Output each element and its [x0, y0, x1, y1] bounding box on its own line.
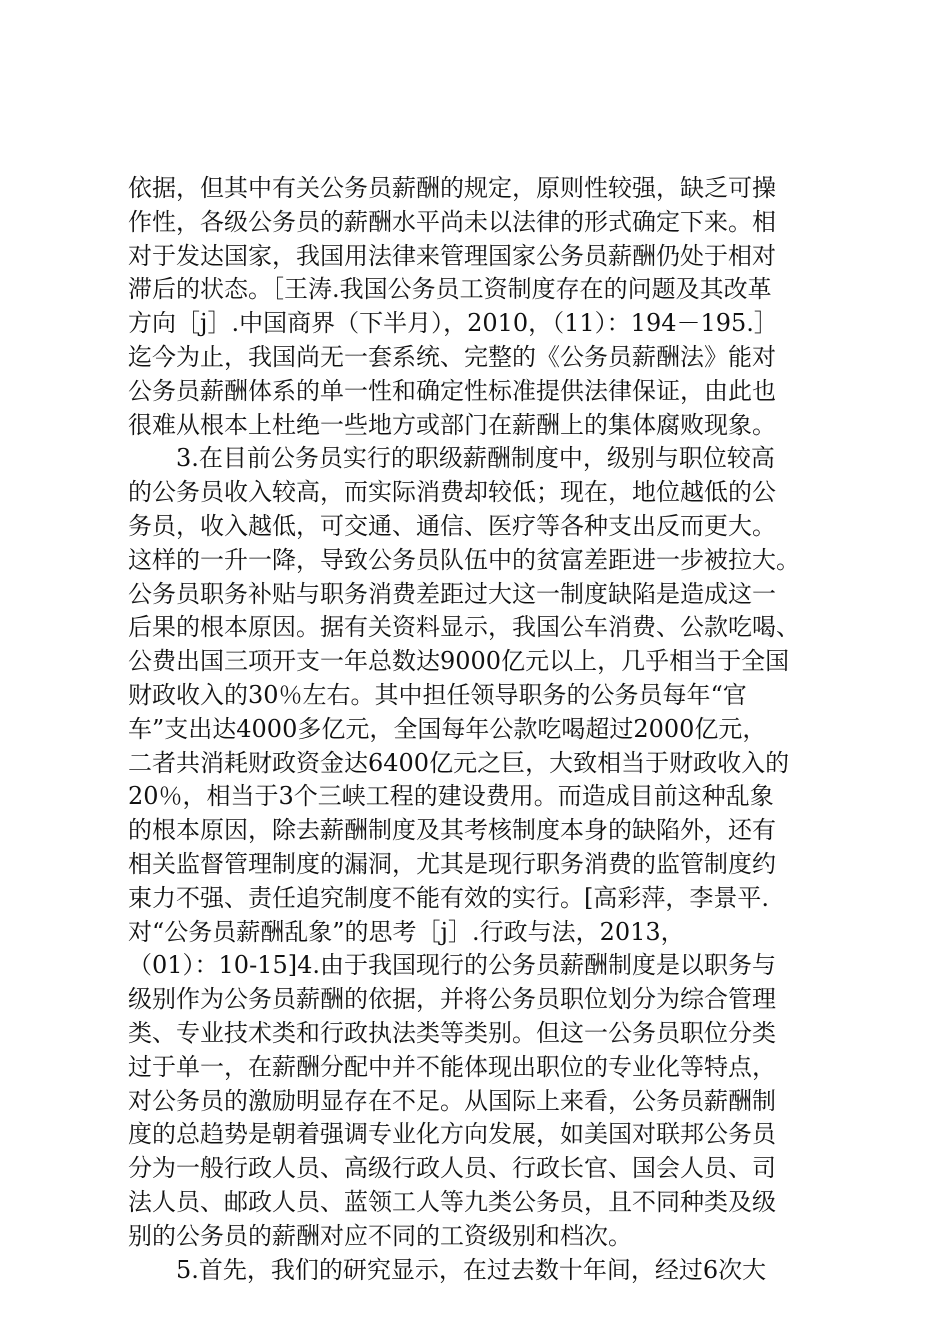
text-line: 相关监督管理制度的漏洞，尤其是现行职务消费的监管制度约 — [128, 849, 776, 878]
text-line: 方向［j］.中国商界（下半月），2010，（11）：194－195.］ — [128, 309, 778, 338]
text-line: 的根本原因，除去薪酬制度及其考核制度本身的缺陷外，还有 — [128, 816, 776, 845]
text-line: 类、专业技术类和行政执法类等类别。但这一公务员职位分类 — [128, 1018, 776, 1047]
text-line: 这样的一升一降，导致公务员队伍中的贫富差距进一步被拉大。 — [128, 545, 800, 574]
text-line: 分为一般行政人员、高级行政人员、行政长官、国会人员、司 — [128, 1154, 776, 1183]
text-line: 别的公务员的薪酬对应不同的工资级别和档次。 — [128, 1221, 632, 1250]
text-line: 3.在目前公务员实行的职级薪酬制度中，级别与职位较高 — [176, 444, 775, 473]
text-line: 过于单一，在薪酬分配中并不能体现出职位的专业化等特点， — [128, 1052, 776, 1081]
text-line: 束力不强、责任追究制度不能有效的实行。[高彩萍，李景平. — [128, 883, 769, 912]
text-line: （01）：10-15]4.由于我国现行的公务员薪酬制度是以职务与 — [128, 951, 776, 980]
text-line: 公务员薪酬体系的单一性和确定性标准提供法律保证，由此也 — [128, 376, 776, 405]
text-line: 公费出国三项开支一年总数达9000亿元以上，几乎相当于全国 — [128, 647, 790, 676]
text-line: 依据，但其中有关公务员薪酬的规定，原则性较强，缺乏可操 — [128, 174, 776, 202]
text-line: 公务员职务补贴与职务消费差距过大这一制度缺陷是造成这一 — [128, 579, 776, 608]
text-line: 车”支出达4000多亿元，全国每年公款吃喝超过2000亿元， — [128, 714, 767, 743]
text-line: 的公务员收入较高，而实际消费却较低；现在，地位越低的公 — [128, 478, 776, 507]
text-line: 作性，各级公务员的薪酬水平尚未以法律的形式确定下来。相 — [128, 207, 776, 236]
text-line: 度的总趋势是朝着强调专业化方向发展，如美国对联邦公务员 — [128, 1120, 776, 1149]
text-line: 二者共消耗财政资金达6400亿元之巨，大致相当于财政收入的 — [128, 748, 790, 777]
text-line: 20％，相当于3个三峡工程的建设费用。而造成目前这种乱象 — [128, 782, 774, 811]
text-line: 对公务员的激励明显存在不足。从国际上来看，公务员薪酬制 — [128, 1086, 776, 1115]
text-line: 务员，收入越低，可交通、通信、医疗等各种支出反而更大。 — [128, 511, 776, 540]
text-line: 很难从根本上杜绝一些地方或部门在薪酬上的集体腐败现象。 — [128, 410, 776, 439]
text-line: 5.首先，我们的研究显示，在过去数十年间，经过6次大 — [176, 1255, 767, 1284]
text-line: 财政收入的30％左右。其中担任领导职务的公务员每年“官 — [128, 680, 747, 709]
text-line: 对“公务员薪酬乱象”的思考［j］.行政与法，2013， — [128, 917, 685, 946]
text-line: 滞后的状态。［王涛.我国公务员工资制度存在的问题及其改革 — [128, 275, 772, 304]
text-line: 级别作为公务员薪酬的依据，并将公务员职位划分为综合管理 — [128, 985, 776, 1014]
text-line: 迄今为止，我国尚无一套系统、完整的《公务员薪酬法》能对 — [128, 342, 776, 371]
document-body — [128, 172, 828, 1287]
text-line: 法人员、邮政人员、蓝领工人等九类公务员，且不同种类及级 — [128, 1187, 776, 1216]
text-line: 对于发达国家，我国用法律来管理国家公务员薪酬仍处于相对 — [128, 241, 776, 270]
text-line: 后果的根本原因。据有关资料显示，我国公车消费、公款吃喝、 — [128, 613, 800, 642]
